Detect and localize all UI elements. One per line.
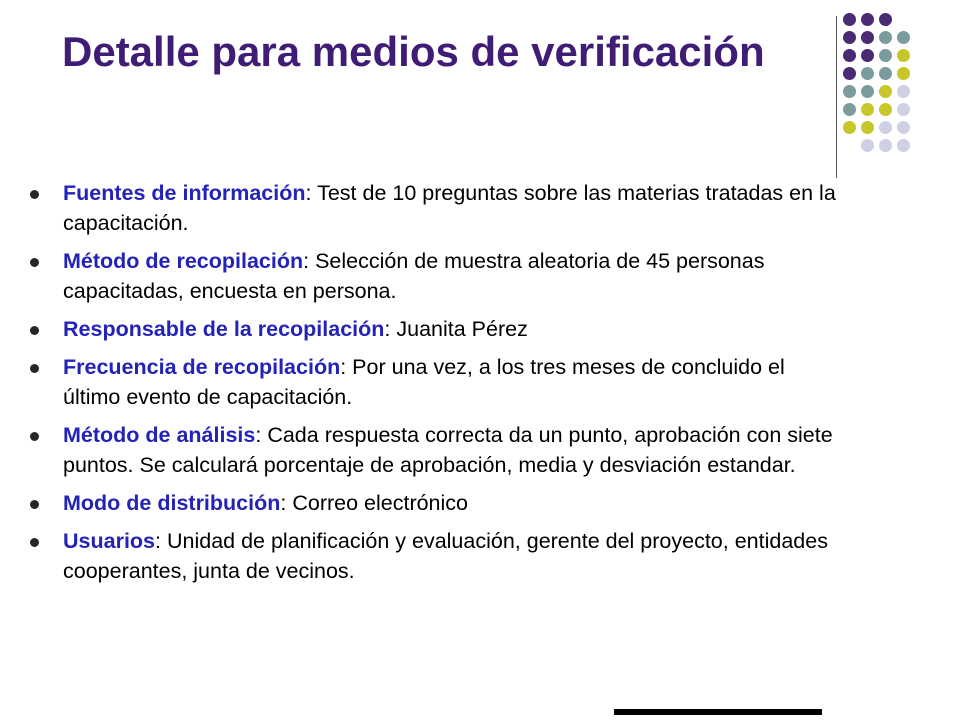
list-item bbox=[30, 178, 840, 238]
decor-dot bbox=[861, 13, 874, 26]
bottom-bar bbox=[614, 709, 822, 715]
decor-dot bbox=[897, 85, 910, 98]
item-text: Correo electrónico bbox=[286, 491, 468, 515]
decor-dot bbox=[879, 139, 892, 152]
list-item bbox=[30, 246, 840, 306]
item-separator: : bbox=[280, 491, 287, 515]
item-term: Método de análisis bbox=[63, 423, 256, 447]
item-separator: : bbox=[340, 355, 347, 379]
decor-dot bbox=[861, 85, 874, 98]
bullet-icon bbox=[30, 258, 39, 267]
list-item bbox=[30, 420, 840, 480]
item-separator: : bbox=[305, 181, 312, 205]
item-separator: : bbox=[303, 249, 310, 273]
decor-dot bbox=[861, 49, 874, 62]
item-term: Fuentes de información bbox=[63, 181, 306, 205]
bullet-icon bbox=[30, 500, 39, 509]
decor-dot bbox=[861, 121, 874, 134]
item-separator: : bbox=[155, 529, 161, 553]
item-separator: : bbox=[384, 317, 391, 341]
decor-dot bbox=[843, 49, 856, 62]
list-item bbox=[30, 526, 840, 586]
item-separator: : bbox=[255, 423, 262, 447]
decor-dot bbox=[861, 31, 874, 44]
decor-dot bbox=[879, 85, 892, 98]
item-term: Frecuencia de recopilación bbox=[63, 355, 341, 379]
bullet-icon bbox=[30, 538, 39, 547]
decor-dot bbox=[843, 85, 856, 98]
dot-grid-icon bbox=[843, 13, 951, 157]
decor-dot bbox=[861, 139, 874, 152]
item-text: Juanita Pérez bbox=[390, 317, 528, 341]
decor-dot bbox=[861, 67, 874, 80]
bullet-list bbox=[30, 178, 840, 594]
item-term: Modo de distribución bbox=[63, 491, 281, 515]
decor-dot bbox=[897, 139, 910, 152]
decor-dot bbox=[879, 103, 892, 116]
decor-dot bbox=[843, 121, 856, 134]
item-text: Unidad de planificación y evaluación, gerente del proyecto, entidades cooperantes, junta de vecinos. bbox=[63, 529, 828, 583]
bullet-icon bbox=[30, 432, 39, 441]
slide-title: Detalle para medios de verificación bbox=[62, 28, 765, 75]
decor-dot bbox=[843, 103, 856, 116]
decor-dot bbox=[897, 31, 910, 44]
item-text: Test de 10 preguntas sobre las materias tratadas en la capacitación. bbox=[63, 181, 836, 235]
list-item bbox=[30, 488, 840, 518]
bullet-icon bbox=[30, 364, 39, 373]
list-item bbox=[30, 314, 840, 344]
bullet-icon bbox=[30, 190, 39, 199]
title-divider bbox=[836, 16, 837, 178]
decor-dot bbox=[879, 67, 892, 80]
decor-dot bbox=[897, 67, 910, 80]
item-text: Por una vez, a los tres meses de concluido el último evento de capacitación. bbox=[63, 355, 785, 409]
item-text: Selección de muestra aleatoria de 45 personas capacitadas, encuesta en persona. bbox=[63, 249, 765, 303]
decor-dot bbox=[879, 13, 892, 26]
bullet-icon bbox=[30, 326, 39, 335]
item-term: Responsable de la recopilación bbox=[63, 317, 385, 341]
decor-dot bbox=[843, 31, 856, 44]
decor-dot bbox=[879, 31, 892, 44]
decor-dot bbox=[897, 103, 910, 116]
decor-dot bbox=[861, 103, 874, 116]
item-text: Cada respuesta correcta da un punto, aprobación con siete puntos. Se calculará porcentaje de aprobación, media y desviación estandar. bbox=[63, 423, 833, 477]
item-term: Método de recopilación bbox=[63, 249, 304, 273]
decor-dot bbox=[897, 49, 910, 62]
decor-dot bbox=[843, 67, 856, 80]
decor-dot bbox=[879, 121, 892, 134]
decor-dot bbox=[897, 121, 910, 134]
decor-dot bbox=[879, 49, 892, 62]
decor-dot bbox=[843, 13, 856, 26]
item-term: Usuarios bbox=[63, 529, 156, 553]
list-item bbox=[30, 352, 840, 412]
